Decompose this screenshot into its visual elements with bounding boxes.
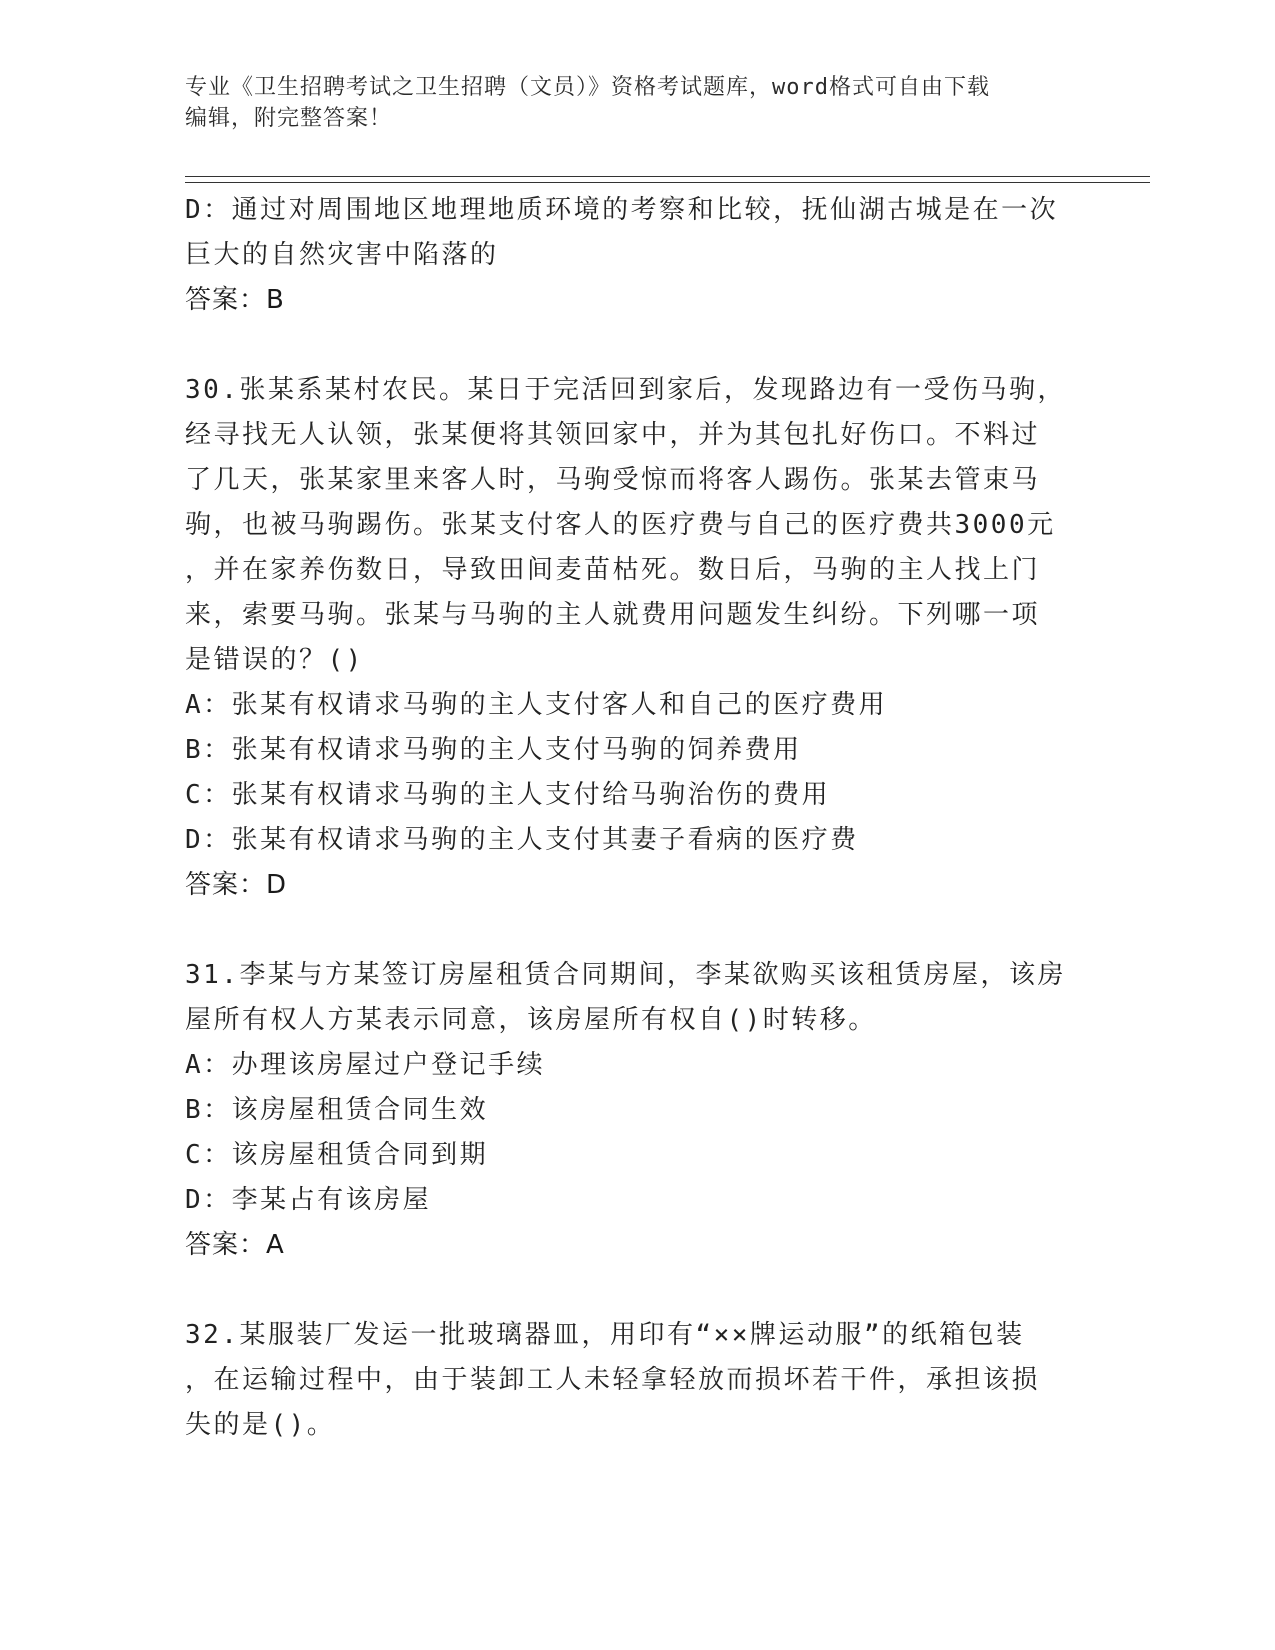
question-stem-line: 失的是()。 [185,1410,336,1440]
option-b: B：该房屋租赁合同生效 [185,1095,489,1125]
answer-line: 答案：A [185,1230,285,1260]
question-stem-line: 是错误的？() [185,645,364,675]
question-31 [185,953,1065,1268]
question-stem-line: 32.某服装厂发运一批玻璃器皿，用印有“××牌运动服”的纸箱包装 [185,1320,1025,1350]
spacer [185,908,1065,953]
question-content [185,188,1065,1448]
spacer [185,323,1065,368]
option-b: B：张某有权请求马驹的主人支付马驹的饲养费用 [185,735,802,765]
question-stem-line: ，并在家养伤数日，导致田间麦苗枯死。数日后，马驹的主人找上门 [185,555,1041,585]
header-divider-bottom [185,182,1150,183]
question-29-tail [185,188,1065,323]
option-d-line: D：通过对周围地区地理地质环境的考察和比较，抚仙湖古城是在一次 [185,195,1059,225]
spacer [185,1268,1065,1313]
option-c: C：张某有权请求马驹的主人支付给马驹治伤的费用 [185,780,831,810]
question-stem-line: 驹，也被马驹踢伤。张某支付客人的医疗费与自己的医疗费共3000元 [185,510,1056,540]
question-stem-line: ，在运输过程中，由于装卸工人未轻拿轻放而损坏若干件，承担该损 [185,1365,1041,1395]
header-line-2: 编辑，附完整答案！ [185,106,393,131]
question-stem-line: 来，索要马驹。张某与马驹的主人就费用问题发生纠纷。下列哪一项 [185,600,1041,630]
answer-line: 答案：B [185,285,285,315]
header-divider-top [185,176,1150,177]
document-header [185,72,1065,134]
header-line-1: 专业《卫生招聘考试之卫生招聘（文员）》资格考试题库，word格式可自由下载 [185,75,990,100]
question-stem-line: 了几天，张某家里来客人时，马驹受惊而将客人踢伤。张某去管束马 [185,465,1041,495]
option-d: D：张某有权请求马驹的主人支付其妻子看病的医疗费 [185,825,859,855]
question-stem-line: 经寻找无人认领，张某便将其领回家中，并为其包扎好伤口。不料过 [185,420,1041,450]
question-stem-line: 屋所有权人方某表示同意，该房屋所有权自()时转移。 [185,1005,877,1035]
option-a: A：办理该房屋过户登记手续 [185,1050,546,1080]
question-stem-line: 31.李某与方某签订房屋租赁合同期间，李某欲购买该租赁房屋，该房 [185,960,1066,990]
question-stem-line: 30.张某系某村农民。某日于完活回到家后，发现路边有一受伤马驹， [185,375,1066,405]
option-d-line: 巨大的自然灾害中陷落的 [185,240,499,270]
question-30 [185,368,1065,908]
option-c: C：该房屋租赁合同到期 [185,1140,489,1170]
option-a: A：张某有权请求马驹的主人支付客人和自己的医疗费用 [185,690,888,720]
option-d: D：李某占有该房屋 [185,1185,432,1215]
question-32 [185,1313,1065,1448]
answer-line: 答案：D [185,870,288,900]
